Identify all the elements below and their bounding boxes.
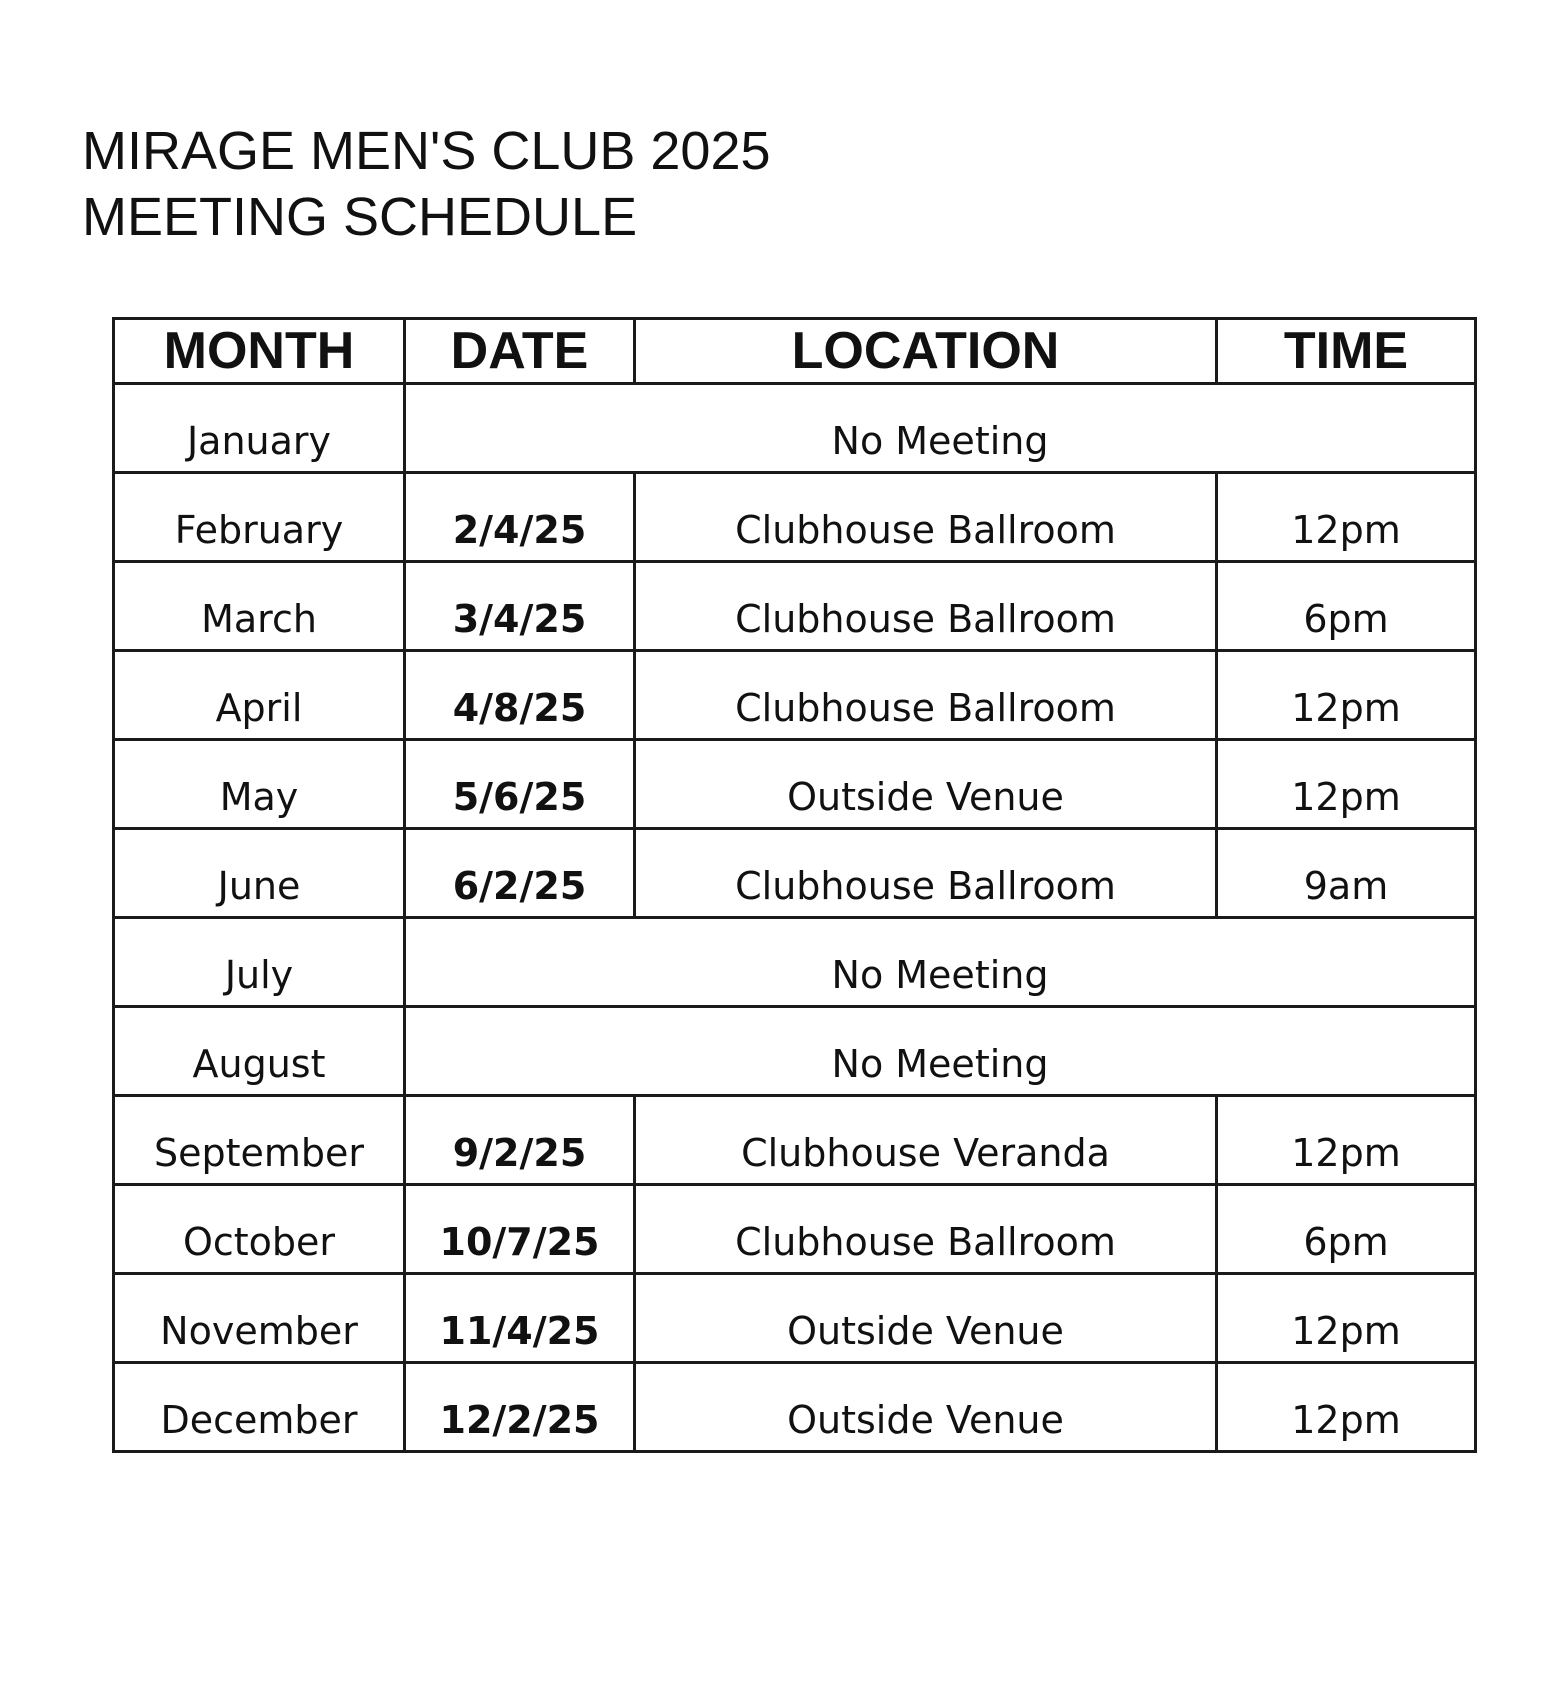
location-cell: Clubhouse Ballroom xyxy=(635,651,1217,740)
month-cell: August xyxy=(114,1007,405,1096)
month-cell: December xyxy=(114,1363,405,1452)
month-cell: July xyxy=(114,918,405,1007)
time-cell: 12pm xyxy=(1217,651,1476,740)
location-cell: Clubhouse Ballroom xyxy=(635,473,1217,562)
date-cell: 5/6/25 xyxy=(405,740,635,829)
no-meeting-cell: No Meeting xyxy=(405,384,1476,473)
header-month: MONTH xyxy=(114,319,405,384)
time-cell: 12pm xyxy=(1217,740,1476,829)
location-cell: Clubhouse Ballroom xyxy=(635,1185,1217,1274)
meeting-schedule-table xyxy=(112,317,1477,1453)
header-date: DATE xyxy=(405,319,635,384)
date-cell: 10/7/25 xyxy=(405,1185,635,1274)
month-cell: September xyxy=(114,1096,405,1185)
location-cell: Clubhouse Ballroom xyxy=(635,562,1217,651)
month-cell: March xyxy=(114,562,405,651)
date-cell: 12/2/25 xyxy=(405,1363,635,1452)
time-cell: 12pm xyxy=(1217,1274,1476,1363)
time-cell: 12pm xyxy=(1217,1096,1476,1185)
month-cell: May xyxy=(114,740,405,829)
time-cell: 12pm xyxy=(1217,473,1476,562)
table-row xyxy=(114,829,1476,918)
header-time: TIME xyxy=(1217,319,1476,384)
location-cell: Outside Venue xyxy=(635,1363,1217,1452)
location-cell: Outside Venue xyxy=(635,740,1217,829)
time-cell: 6pm xyxy=(1217,562,1476,651)
month-cell: January xyxy=(114,384,405,473)
header-row xyxy=(114,319,1476,384)
date-cell: 9/2/25 xyxy=(405,1096,635,1185)
date-cell: 11/4/25 xyxy=(405,1274,635,1363)
table-row xyxy=(114,740,1476,829)
table-row xyxy=(114,473,1476,562)
no-meeting-cell: No Meeting xyxy=(405,1007,1476,1096)
location-cell: Outside Venue xyxy=(635,1274,1217,1363)
month-cell: October xyxy=(114,1185,405,1274)
table-row xyxy=(114,1363,1476,1452)
no-meeting-cell: No Meeting xyxy=(405,918,1476,1007)
time-cell: 6pm xyxy=(1217,1185,1476,1274)
title-line-1: MIRAGE MEN'S CLUB 2025 xyxy=(82,121,771,181)
location-cell: Clubhouse Veranda xyxy=(635,1096,1217,1185)
schedule-body xyxy=(114,384,1476,1452)
header-location: LOCATION xyxy=(635,319,1217,384)
month-cell: June xyxy=(114,829,405,918)
date-cell: 4/8/25 xyxy=(405,651,635,740)
table-row xyxy=(114,1185,1476,1274)
time-cell: 12pm xyxy=(1217,1363,1476,1452)
title-line-2: MEETING SCHEDULE xyxy=(82,187,638,247)
table-row xyxy=(114,562,1476,651)
table-row xyxy=(114,1274,1476,1363)
table-row xyxy=(114,918,1476,1007)
month-cell: April xyxy=(114,651,405,740)
location-cell: Clubhouse Ballroom xyxy=(635,829,1217,918)
date-cell: 3/4/25 xyxy=(405,562,635,651)
date-cell: 2/4/25 xyxy=(405,473,635,562)
time-cell: 9am xyxy=(1217,829,1476,918)
document-title xyxy=(82,118,771,250)
month-cell: February xyxy=(114,473,405,562)
table-row xyxy=(114,384,1476,473)
date-cell: 6/2/25 xyxy=(405,829,635,918)
table-row xyxy=(114,1007,1476,1096)
table-row xyxy=(114,651,1476,740)
table-row xyxy=(114,1096,1476,1185)
month-cell: November xyxy=(114,1274,405,1363)
